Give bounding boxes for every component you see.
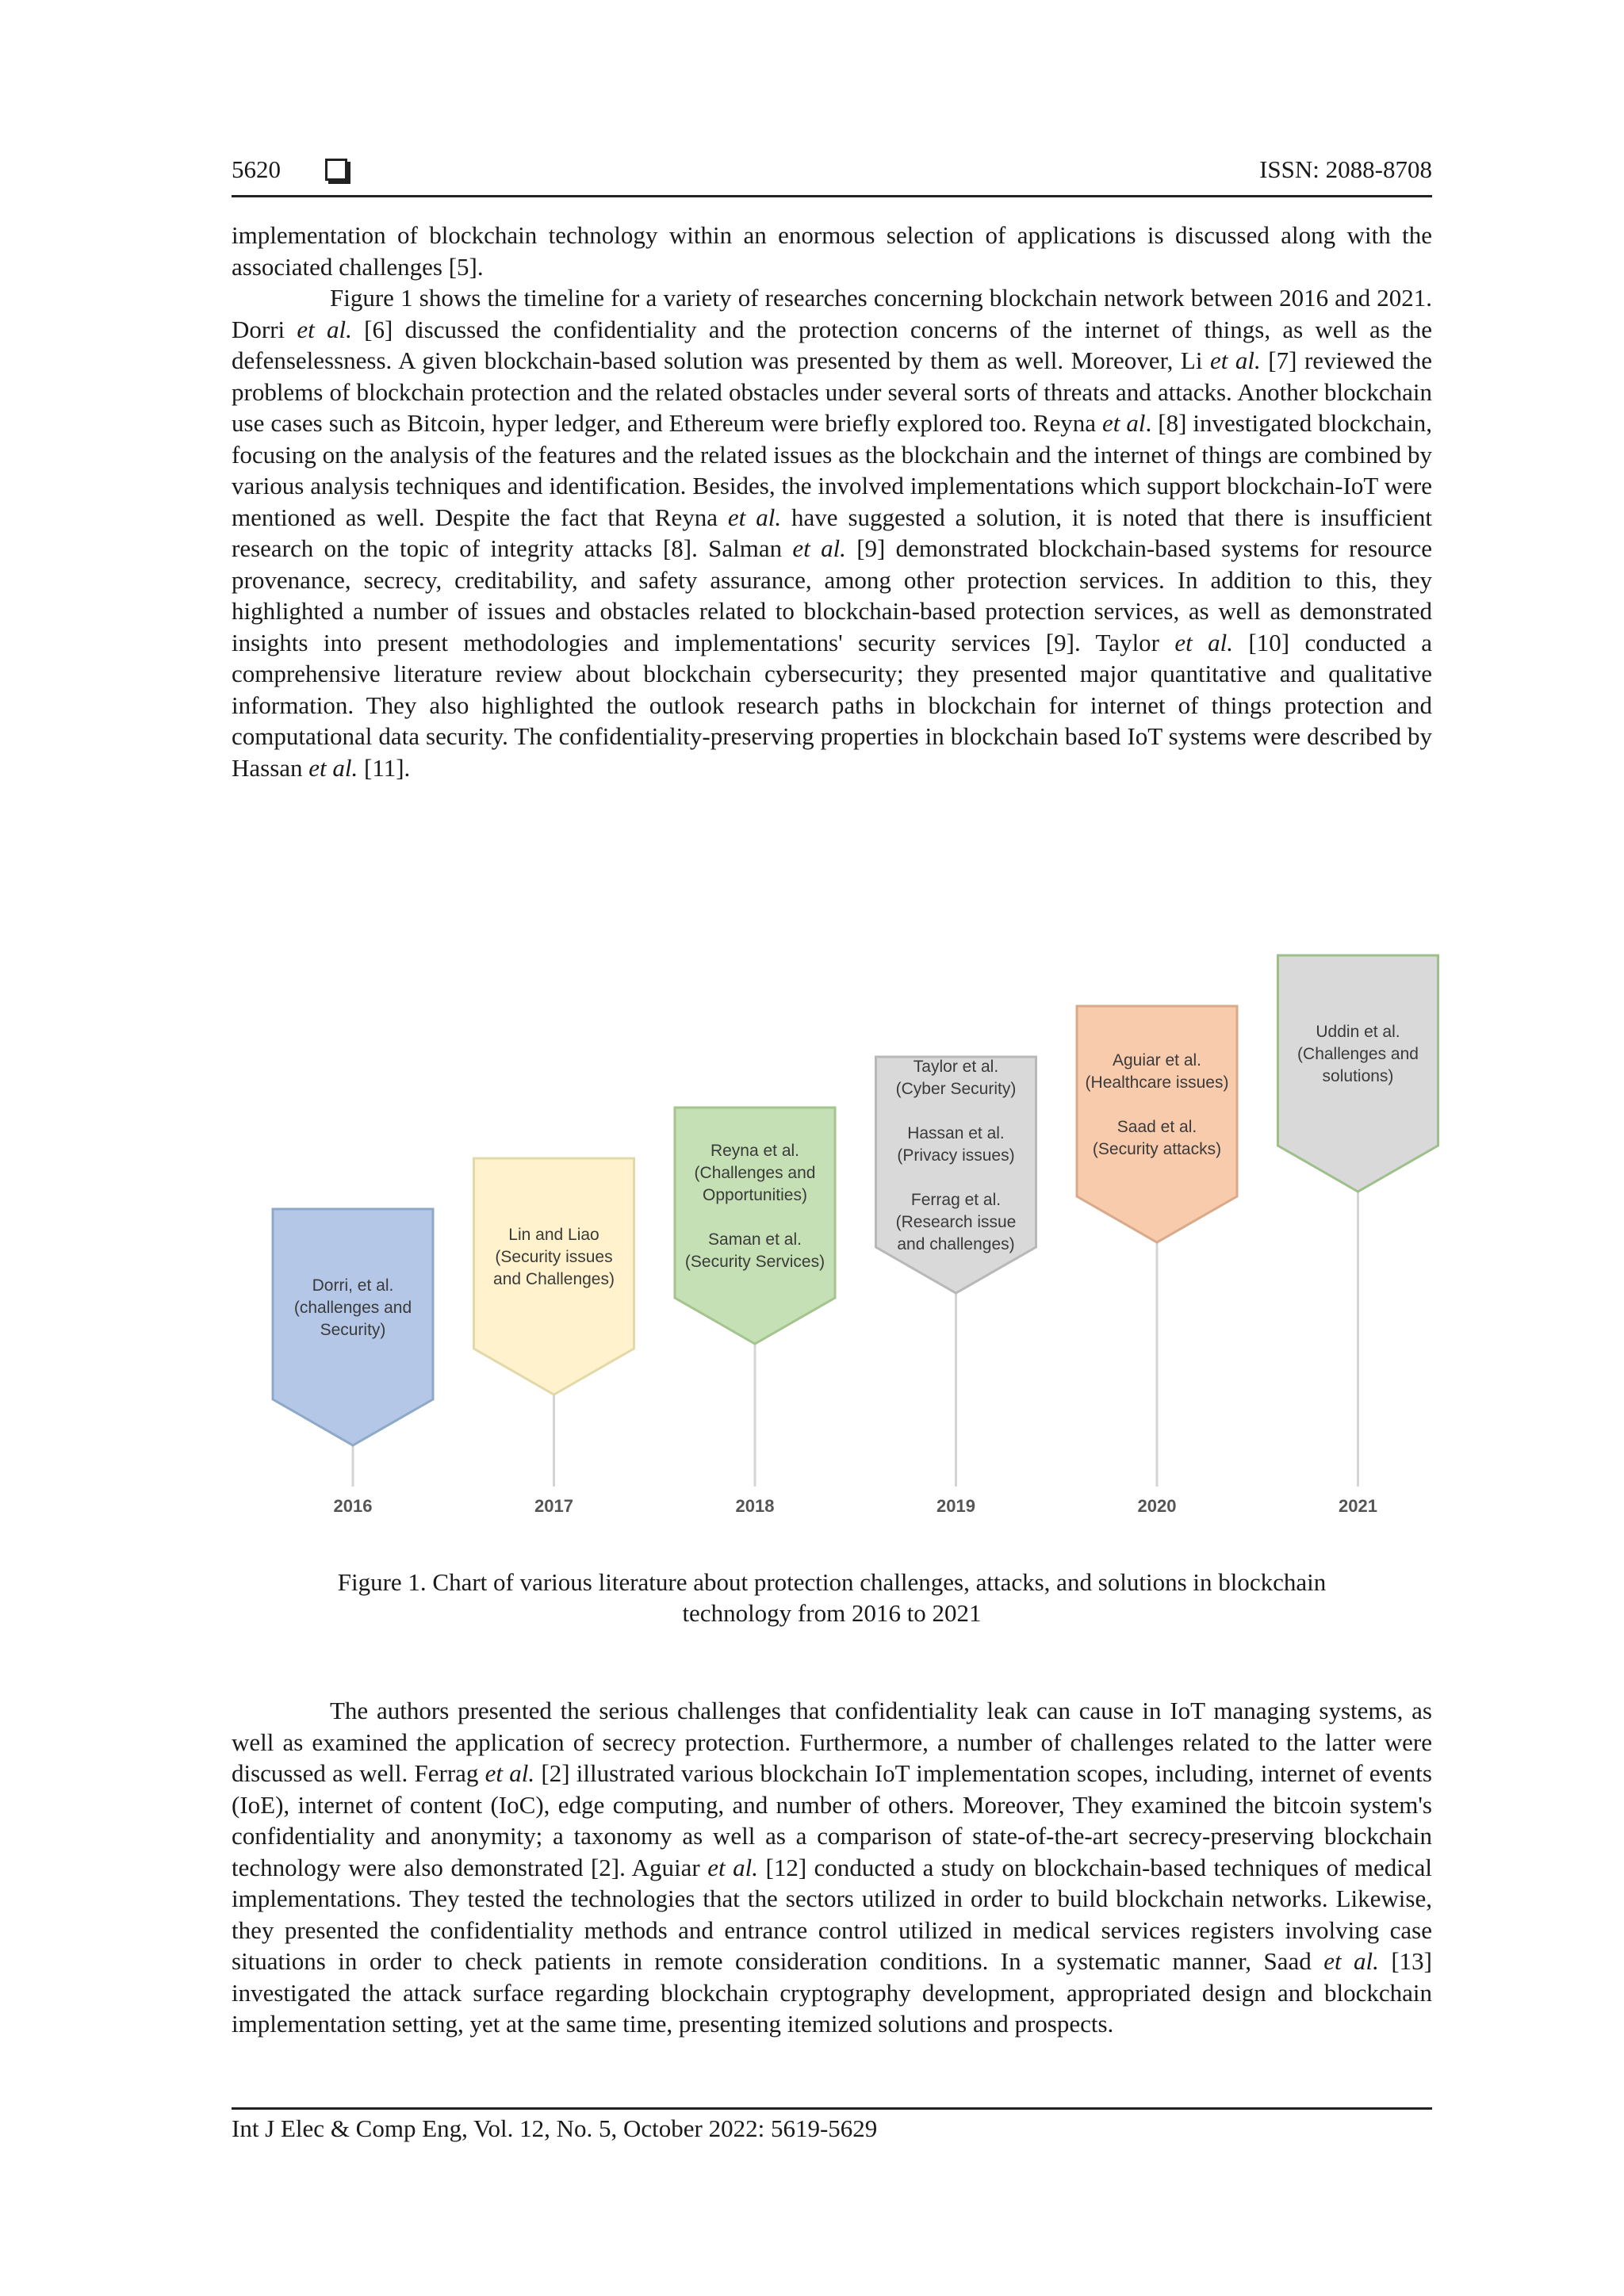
timeline-box-text: Saad et al. <box>1116 1118 1197 1136</box>
timeline-box-text: Uddin et al. <box>1316 1023 1400 1041</box>
timeline-box-text: (Challenges and <box>1297 1045 1419 1063</box>
text-segment: . [8] investigated blockchain, focusing on the analysis of the features and the related issues as the blockchain and the internet of things are combined by various analysis techniques and identification. Besides, the involved implementations which support blockchain-IoT were mentioned as well. Despite the fact that Reyna <box>232 409 1432 531</box>
text-segment: [7] reviewed the problems of blockchain protection and the related obstacles under several sorts of threats and attacks. Another blockchain use cases such as Bitcoin, hyper ledger, and Ethereum were briefly explored too. Reyna <box>232 346 1432 437</box>
italic-segment: et al. <box>485 1759 535 1787</box>
caption-line-2: technology from 2016 to 2021 <box>682 1599 982 1627</box>
text-segment: [2] illustrated various blockchain IoT implementation scopes, including, internet of events (IoE), internet of content (IoC), edge computing, and number of others. Moreover, They examined the bitcoin system's confidentiality and anonymity; a taxonomy as well as a comparison of state-of-the-art secrecy-preserving blockchain technology were also demonstrated [2]. Aguiar <box>232 1759 1432 1881</box>
italic-segment: et al. <box>727 503 782 531</box>
page-number: 5620 <box>232 155 281 183</box>
text-segment: have suggested a solution, it is noted that there is insufficient research on the topic of integrity attacks [8]. Salman <box>232 503 1432 562</box>
body-text-bottom <box>232 1695 1432 2040</box>
italic-segment: et al. <box>1210 346 1261 374</box>
body-text-top <box>232 220 1432 783</box>
timeline-box-text: Dorri, et al. <box>312 1276 394 1295</box>
timeline-box-text: (Privacy issues) <box>897 1146 1015 1165</box>
timeline-box-text: (Security attacks) <box>1092 1140 1222 1158</box>
timeline-box-text: Reyna et al. <box>710 1142 800 1160</box>
timeline-box-text: (Challenges and <box>694 1164 816 1182</box>
issn-label: ISSN: 2088-8708 <box>1259 155 1432 183</box>
italic-segment: et al <box>1102 409 1146 437</box>
italic-segment: et al. <box>792 534 846 562</box>
italic-segment: et al. <box>1174 628 1234 656</box>
timeline-box-text: Ferrag et al. <box>910 1191 1002 1209</box>
square-bullet-icon <box>325 159 347 181</box>
timeline-box-text: (Security issues <box>495 1248 613 1266</box>
paragraph-authors <box>232 1695 1432 2040</box>
timeline-box-text: (Research issue <box>895 1213 1017 1231</box>
paragraph-timeline <box>232 282 1432 783</box>
caption-line-1: Figure 1. Chart of various literature about protection challenges, attacks, and solutions in blockchain <box>337 1568 1327 1596</box>
timeline-box-text: Hassan et al. <box>907 1124 1005 1142</box>
text-segment: [6] discussed the confidentiality and the protection concerns of the internet of things, as well as the defenselessness. A given blockchain-based solution was presented by them as well. Moreover, Li <box>232 315 1432 374</box>
text-segment: The authors presented the serious challenges that confidentiality leak can cause in IoT managing systems, as well as examined the application of secrecy protection. Furthermore, a number of challenges related to the latter were discussed as well. Ferrag <box>232 1697 1432 1787</box>
text-segment: [13] investigated the attack surface regarding blockchain cryptography development, appropriated design and blockchain implementation setting, yet at the same time, presenting itemized solutions and prospects. <box>232 1947 1432 2038</box>
text-segment: [9] demonstrated blockchain-based systems for resource provenance, secrecy, creditability, and safety assurance, among other protection services. In addition to this, they highlighted a number of issues and obstacles related to blockchain-based protection services, as well as demonstrated insights into present methodologies and implementations' security services [9]. Taylor <box>232 534 1432 656</box>
text-segment: [12] conducted a study on blockchain-based techniques of medical implementations. They tested the technologies that the sectors utilized in order to build blockchain networks. Likewise, they presented the confidentiality methods and entrance control utilized in medical services registers involving case situations in order to check patients in remote consideration conditions. In a systematic manner, Saad <box>232 1853 1432 1975</box>
timeline-box-text: (Healthcare issues) <box>1085 1073 1229 1092</box>
timeline-box-text: Taylor et al. <box>913 1058 999 1076</box>
timeline-box-text: Opportunities) <box>703 1186 807 1204</box>
figure-caption <box>232 1567 1432 1628</box>
page-header <box>232 155 1432 197</box>
timeline-box-text: Security) <box>320 1321 386 1339</box>
year-label-2021: 2021 <box>1339 1496 1377 1516</box>
timeline-box-text: (challenges and <box>293 1299 412 1317</box>
text-segment: Figure 1 shows the timeline for a variety of researches concerning blockchain network between 2016 and 2021. Dorri <box>232 284 1432 343</box>
italic-segment: et al. <box>1323 1947 1379 1975</box>
timeline-box-text: Lin and Liao <box>508 1226 599 1244</box>
italic-segment: et al. <box>297 315 352 343</box>
timeline-box-text: (Security Services) <box>684 1253 825 1271</box>
timeline-box-text: Saman et al. <box>708 1230 802 1249</box>
year-label-2020: 2020 <box>1137 1496 1177 1516</box>
text-segment: [11]. <box>358 753 411 782</box>
journal-citation: Int J Elec & Comp Eng, Vol. 12, No. 5, October 2022: 5619-5629 <box>232 2114 878 2142</box>
italic-segment: et al. <box>707 1853 758 1881</box>
year-label-2019: 2019 <box>936 1496 975 1516</box>
timeline-box-text: solutions) <box>1322 1067 1394 1085</box>
text-segment: [10] conducted a comprehensive literature review about blockchain cybersecurity; they presented major quantitative and qualitative information. They also highlighted the outlook research paths in blockchain for internet of things protection and computational data security. The confidentiality-preserving properties in blockchain based IoT systems were described by Hassan <box>232 628 1432 782</box>
italic-segment: et al. <box>308 753 358 782</box>
year-label-2016: 2016 <box>333 1496 373 1516</box>
timeline-box-text: Aguiar et al. <box>1112 1051 1202 1070</box>
page-footer <box>232 2107 1432 2143</box>
timeline-box-text: (Cyber Security) <box>895 1080 1017 1098</box>
year-label-2018: 2018 <box>735 1496 775 1516</box>
timeline-chart <box>262 868 1419 1534</box>
timeline-box-text: and challenges) <box>897 1235 1015 1253</box>
timeline-box-text: and Challenges) <box>493 1270 615 1288</box>
year-label-2017: 2017 <box>534 1496 573 1516</box>
intro-paragraph: implementation of blockchain technology within an enormous selection of applications is discussed along with the associated challenges [5]. <box>232 221 1432 281</box>
